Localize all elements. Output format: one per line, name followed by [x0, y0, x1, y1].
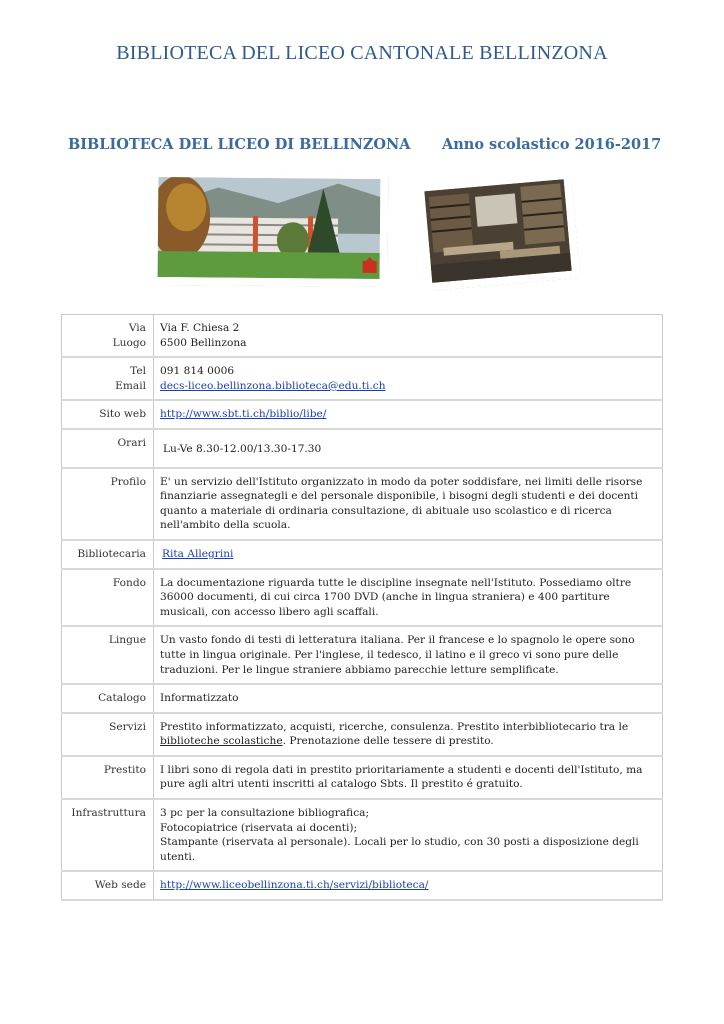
collection-text: La documentazione riguarda tutte le discipline insegnate nell'Istituto. Possediamo oltre 36000 documenti, di cui circa 1700 DVD (anche in lingua straniera) e 400 partiture musicali, con accesso libero agli scaffali. [154, 569, 663, 627]
library-subtitle: BIBLIOTECA DEL LICEO DI BELLINZONA [68, 136, 411, 153]
label-bibliotecaria: Bibliotecaria [62, 540, 154, 569]
catalog-text: Informatizzato [154, 684, 663, 713]
table-row [62, 871, 663, 900]
table-row [62, 315, 663, 358]
table-row [62, 799, 663, 871]
label-tel: Tel [130, 365, 146, 378]
email-link[interactable]: decs-liceo.bellinzona.biblioteca@edu.ti.ch [160, 379, 386, 392]
table-row [62, 569, 663, 627]
school-year-subtitle: Anno scolastico 2016-2017 [442, 136, 662, 153]
website-link[interactable]: http://www.sbt.ti.ch/biblio/libe/ [160, 408, 327, 421]
table-row [62, 756, 663, 799]
label-lingue: Lingue [62, 626, 154, 684]
profile-text: E' un servizio dell'Istituto organizzato in modo da poter soddisfare, nei limiti delle risorse finanziarie assegnategli e del personale disponibile, i bisogni degli studenti e dei docenti quanto a materiale di ordinaria consultazione, di abituale uso scolastico e di ricerca nell'ambito della scuola. [154, 468, 663, 540]
school-building-photo [149, 169, 388, 287]
table-row [62, 540, 663, 569]
table-row [62, 468, 663, 540]
label-sito-web: Sito web [62, 400, 154, 429]
label-infrastruttura: Infrastruttura [62, 799, 154, 871]
label-servizi: Servizi [62, 713, 154, 756]
table-row [62, 713, 663, 756]
table-row [62, 429, 663, 468]
loan-text: I libri sono di regola dati in prestito prioritariamente a studenti e docenti dell'Istituto, ma pure agli altri utenti inscritti al catalogo Sbts. Il prestito é gratuito. [154, 756, 663, 799]
page-title: BIBLIOTECA DEL LICEO CANTONALE BELLINZONA [116, 42, 608, 64]
address-city: 6500 Bellinzona [160, 336, 247, 349]
label-prestito: Prestito [62, 756, 154, 799]
services-text: Prestito informatizzato, acquisti, ricerche, consulenza. Prestito interbibliotecario tra le biblioteche scolastiche. Prenotazione delle tessere di prestito. [154, 713, 663, 756]
address-street: Via F. Chiesa 2 [160, 322, 240, 334]
table-row [62, 400, 663, 429]
school-website-link[interactable]: http://www.liceobellinzona.ti.ch/servizi/biblioteca/ [160, 879, 429, 892]
label-web-sede: Web sede [62, 871, 154, 900]
table-row [62, 684, 663, 713]
label-via: Via [128, 322, 146, 334]
label-orari: Orari [62, 429, 154, 468]
label-email: Email [115, 379, 146, 392]
school-libraries-link[interactable]: biblioteche scolastiche [160, 735, 283, 748]
label-luogo: Luogo [112, 336, 146, 349]
infrastructure-line-1: 3 pc per la consultazione bibliografica; [160, 807, 370, 820]
infrastructure-line-3: Stampante (riservata al personale). Locali per lo studio, con 30 posti a disposizione degli utenti. [160, 836, 639, 863]
label-fondo: Fondo [62, 569, 154, 627]
library-interior-photo [416, 170, 581, 291]
infrastructure-line-2: Fotocopiatrice (riservata ai docenti); [160, 821, 358, 834]
label-catalogo: Catalogo [62, 684, 154, 713]
table-row [62, 626, 663, 684]
phone-number: 091 814 0006 [160, 365, 235, 378]
languages-text: Un vasto fondo di testi di letteratura italiana. Per il francese e lo spagnolo le opere sono tutte in lingua originale. Per l'inglese, il tedesco, il latino e il greco vi sono pure delle traduzioni. Per le lingue straniere abbiamo parecchie letture semplificate. [154, 626, 663, 684]
librarian-link[interactable]: Rita Allegrini [162, 547, 234, 560]
table-row [62, 357, 663, 400]
library-info-table [61, 314, 663, 901]
label-profilo: Profilo [62, 468, 154, 540]
opening-hours: Lu-Ve 8.30-12.00/13.30-17.30 [154, 429, 663, 468]
